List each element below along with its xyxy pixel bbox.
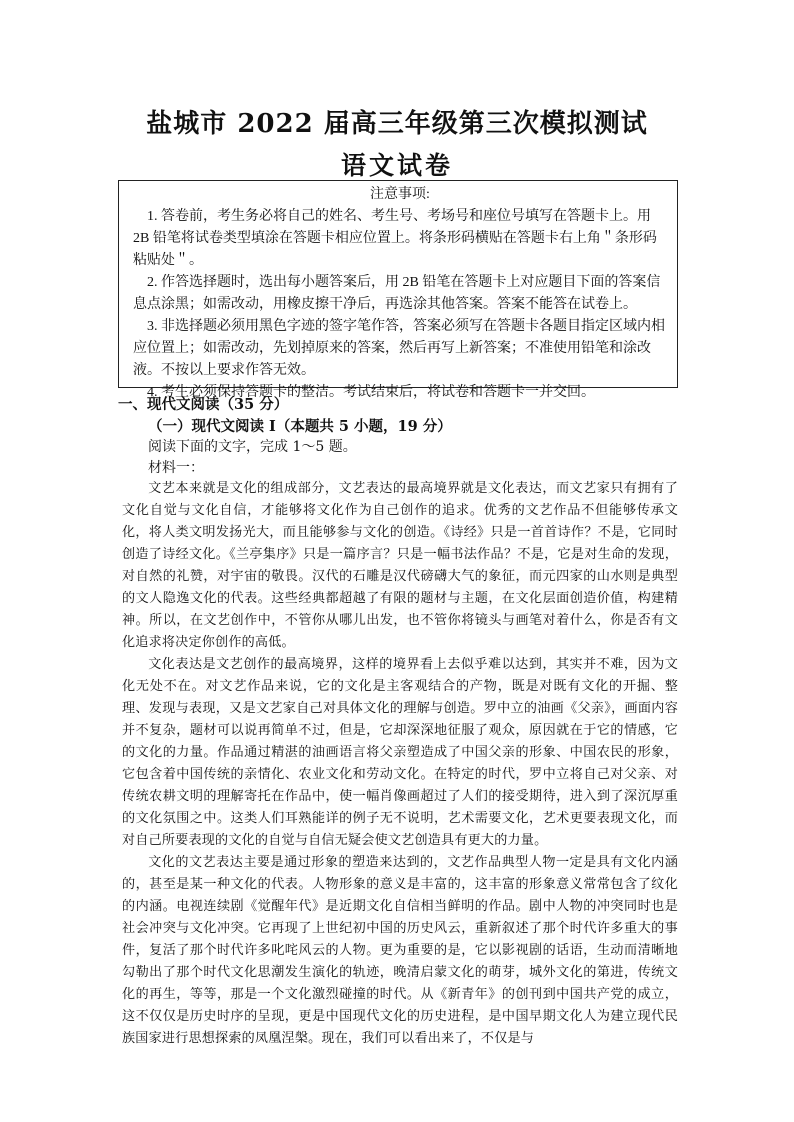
notice-box bbox=[118, 180, 678, 400]
reading-passage bbox=[122, 478, 678, 1050]
material-label: 材料一： bbox=[148, 460, 204, 476]
passage-paragraph: 文艺本来就是文化的组成部分，文艺表达的最高境界就是文化表达，而文艺家只有拥有了文化自觉与文化自信，才能够将文化作为自己创作的追求。优秀的文艺作品不但能够传承文化，将人类文明发扬光大，而且能够参与文化的创造。《诗经》只是一首首诗作？不是，它同时创造了诗经文化。《兰亭集序》只是一篇序言？只是一幅书法作品？不是，它是对生命的发现，对自然的礼赞，对宇宙的敬畏。汉代的石雕是汉代磅礴大气的象征，而元四家的山水则是典型的文人隐逸文化的代表。这些经典都超越了有限的题材与主题，在文化层面创造价值，构建精神。所以，在文艺创作中，不管你从哪儿出发，也不管你将镜头与画笔对着什么，你是否有文化追求将决定你创作的高低。 bbox=[122, 481, 678, 650]
subsection-heading: （一）现代文阅读 I（本题共 5 小题，19 分） bbox=[148, 418, 452, 435]
reading-instruction: 阅读下面的文字，完成 1～5 题。 bbox=[148, 439, 357, 455]
page-title: 盐城市 2022 届高三年级第三次模拟测试 bbox=[146, 109, 648, 139]
notice-item: 3. 非选择题必须用黑色字迹的签字笔作答，答案必须写在答题卡各题目指定区域内相应位置上；如需改动，先划掉原来的答案，然后再写上新答案；不准使用铅笔和涂改液。不按以上要求作答无效。 bbox=[133, 319, 665, 378]
notice-item: 1. 答卷前，考生务必将自己的姓名、考生号、考场号和座位号填写在答题卡上。用 2B 铅笔将试卷类型填涂在答题卡相应位置上。将条形码横贴在答题卡右上角＂条形码粘贴处＂。 bbox=[133, 209, 657, 268]
notice-item: 2. 作答选择题时，选出每小题答案后，用 2B 铅笔在答题卡上对应题目下面的答案信息点涂黑；如需改动，用橡皮擦干净后，再选涂其他答案。答案不能答在试卷上。 bbox=[133, 275, 661, 312]
notice-heading: 注意事项: bbox=[370, 187, 430, 202]
passage-paragraph: 文化表达是文艺创作的最高境界，这样的境界看上去似乎难以达到，其实并不难，因为文化无处不在。对文艺作品来说，它的文化是主客观结合的产物，既是对既有文化的开掘、整理、发现与表现，又是文艺家自己对具体文化的理解与创造。罗中立的油画《父亲》，画面内容并不复杂，题材可以说再简单不过，但是，它却深深地征服了观众，原因就在于它的情感，它的文化的力量。作品通过精湛的油画语言将父亲塑造成了中国父亲的形象、中国农民的形象，它包含着中国传统的亲情化、农业文化和劳动文化。在特定的时代，罗中立将自己对父亲、对传统农耕文明的理解寄托在作品中，使一幅肖像画超过了人们的接受期待，进入到了深沉厚重的文化氛围之中。这类人们耳熟能详的例子无不说明，艺术需要文化，艺术更要表现文化，而对自己所要表现的文化的自觉与自信无疑会使文艺创造具有更大的力量。 bbox=[122, 657, 678, 848]
page-subtitle: 语文试卷 bbox=[340, 151, 453, 180]
notice-item: 4. 考生必须保持答题卡的整洁。考试结束后，将试卷和答题卡一并交回。 bbox=[147, 385, 595, 400]
passage-paragraph: 文化的文艺表达主要是通过形象的塑造来达到的，文艺作品典型人物一定是具有文化内涵的，甚至是某一种文化的代表。人物形象的意义是丰富的，这丰富的形象意义常常包含了纹化的内涵。电视连续剧《觉醒年代》是近期文化自信相当鲜明的作品。剧中人物的冲突同时也是社会冲突与文化冲突。它再现了上世纪初中国的历史风云，重新叙述了那个时代许多重大的事件，复活了那个时代许多叱咤风云的人物。更为重要的是，它以影视剧的话语，生动而清晰地勾勒出了那个时代文化思潮发生演化的轨迹，晚清启蒙文化的萌芽，城外文化的第进，传统文化的再生，等等，那是一个文化激烈碰撞的时代。从《新青年》的创刊到中国共产党的成立，这不仅仅是历史时序的呈现，更是中国现代文化的历史进程，是中国早期文化人为建立现代民族国家进行思想探索的凤凰涅槃。现在，我们可以看出来了，不仅是与 bbox=[122, 855, 678, 1046]
section-heading: 一、现代文阅读（35 分） bbox=[118, 396, 289, 413]
